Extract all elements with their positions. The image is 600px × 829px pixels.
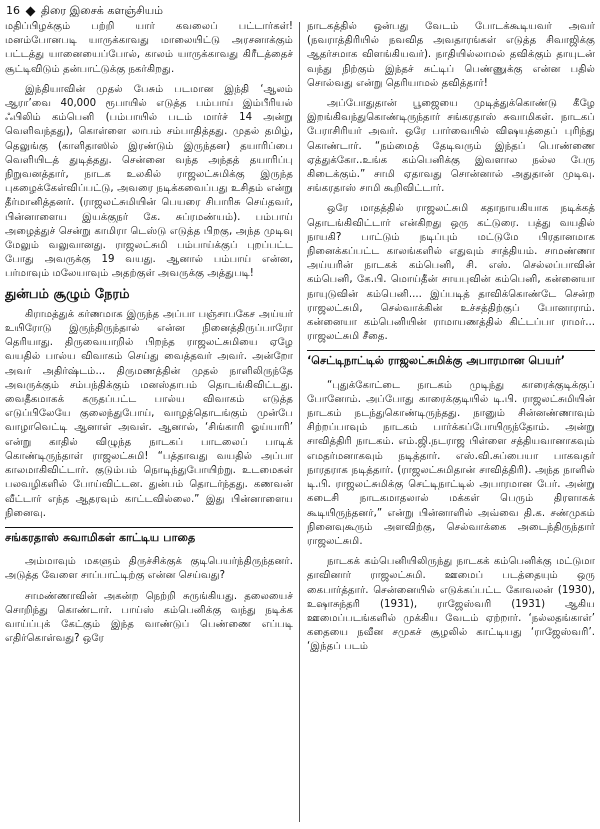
page-header — [6, 2, 163, 20]
paragraph: கிராமத்துக் கர்ணமாக இருந்த அப்பா பஞ்சாபகேச அய்யர் உயிரோடு இருந்திருந்தால் என்ன நினைத்திருப்பாரோ தெரியாது. திருவையாறில் பிறந்த ராஜலட்சுமியை ஏழே வயதில் பால்ய விவாகம் செய்து வைத்தவர் அவர். அன்றோ அவர் அதிர்ஷ்டம்... திருமணத்தின் முதல் நாளிலிருந்தே அவருக்கும் சம்பந்திக்கும் மனஸ்தாபம் தொடங்கிவிட்டது. வைதீகமாகக் கருதப்பட்ட பால்ய விவாகம் எடுத்த எடுப்பிலேயே குலைந்துபோய், வாழத்தொடங்கும் முன்பே வாழாவெட்டி ஆனாள் அவள். ஆனால், ‘சிங்காரி ஓய்யாரி’ என்று காதில் விழுந்த நாடகப் பாடலைப் பாடிக் கொண்டிருந்தாள் ராஜலட்சுமி! “பத்தாவது வயதில் அப்பா காலமாகிவிட்டார். குடும்பம் நொடிந்துபோயிற்று. உடமைகள் பலவழிகளில் போய்விட்டன. துன்பம் தொடர்ந்தது. கணவன் வீட்டார் எந்த ஆதரவும் காட்டவில்லை.” இது பின்னாளைய நினைவு. — [5, 308, 293, 519]
paragraph: நாடகக் கம்பெனியிலிருந்து நாடகக் கம்பெனிக்கு மட்டுமா தாவினார் ராஜலட்சுமி. ஊமைப் படத்தையும் ஒரு கைபார்த்தார். சென்னையில் எடுக்கப்பட்ட கோவலன் (1930), உஷாசுந்தரி (1931), ராஜேஸ்வரி (1931) ஆகிய ஊமைப்படங்களில் முக்கிய வேடம் ஏற்றார். ‘நல்லதங்காள்’ கதையை நவீன சமுகச் சூழலில் காட்டியது ‘ராஜேஸ்வரி’. ‘இந்தப் படம் — [307, 556, 595, 653]
left-column — [5, 20, 293, 826]
paragraph: “புதுக்கோட்டை நாடகம் முடிந்து காரைக்குடிக்குப் போனோம். அப்போது காரைக்குடியில் டி.பி. ராஜலட்சுமியின் நாடகம் நடந்துகொண்டிருந்தது. நானும் சின்னண்ணாவும் சிற்றப்பாவும் நாடகம் பார்க்கப்போயிருந்தோம். அன்று சாவித்திரி நாடகம். எம்.ஜி.நடராஜ பிள்ளை சத்தியவானாகவும் எமதர்மனாகவும் நடித்தார். எஸ்.வி.சுப்பையா பாகவதர் நாரதராக நடித்தார். (ராஜலட்சுமிதான் சாவித்திரி). அந்த நாளில் டி.பி. ராஜலட்சுமிக்கு செட்டிநாட்டில் அபாரமான பேர். அன்று கடைசி நாடகமாதலால் மக்கள் பெரும் திரளாகக் கூடியிருந்தனர்,” என்று பின்னாளில் அவ்வை தி.க. சண்முகம் நினைவுகூரும் அளவிற்கு, செல்வாக்கை அடைந்திருந்தார் ராஜலட்சுமி. — [307, 379, 595, 547]
paragraph: நாடகத்தில் ஒன்பது வேடம் போடக்கூடியவர் அவர் (நவராத்திரியில் நவவித அவதாரங்கள் எடுத்த சிவாஜிக்கு ஆதர்சமாக விளங்கியவர்). நாதியில்லாமல் தவிக்கும் தாயுடன் வந்து நிற்கும் இந்தச் சுட்டிப் பெண்ணுக்கு என்ன பதில் சொல்வது என்று தெரியாமல் தவித்தார்! — [307, 21, 595, 89]
paragraph: அம்மாவும் மகளும் திருச்சிக்குக் குடிபெயர்ந்திருந்தனர். அடுத்த வேளை சாப்பாட்டிற்கு என்ன செய்வது? — [5, 556, 293, 582]
paragraph: சாமண்ணாவின் அகன்ற நெற்றி சுருங்கியது. தலையைச் சொறிந்து கொண்டார். பாய்ஸ் கம்பெனிக்கு வந்து நடிக்க வாய்ப்புக் கேட்கும் இந்த வாண்டுப் பெண்ணை எப்படி எதிர்கொள்வது? ஒரே — [5, 590, 293, 645]
section-heading: துன்பம் சூழும் நேரம் — [5, 286, 130, 302]
section-heading: சங்கரதாஸ் சுவாமிகள் காட்டிய பாதை — [5, 527, 293, 549]
column-divider — [299, 22, 300, 822]
right-column — [307, 20, 595, 826]
paragraph: அப்போதுதான் பூஜையை முடித்துக்கொண்டு கீழே இறங்கிவந்துகொண்டிருந்தார் சங்கரதாஸ் சுவாமிகள். நாடகப் பேராசிரியர் அவர். ஒரே பார்வையில் விஷயத்தைப் புரிந்து கொண்டார். “நம்மைத் தேடிவரும் இந்தப் பொண்ணை ஏத்துக்கோ..உங்க கம்பெனிக்கு இவளால நல்ல பேரு கிடைக்கும்.” சாமி ஏதாவது சொன்னால் அதுதான் முடிவு. சங்கரதாஸ் சாமி கூறிவிட்டார். — [307, 98, 595, 195]
paragraph: இந்தியாவின் முதல் பேசும் படமான இந்தி ‘ஆலம் ஆரா’வை 40,000 ரூபாயில் எடுத்த பம்பாய் இம்பீரியல் ஃபிலிம் கம்பெனி (பம்பாயில் படம் மார்ச் 14 அன்று வெளிவந்தது), கொள்ளை லாபம் சம்பாதித்தது. முதல் தமிழ், தெலுங்கு (காளிதாஸில் இரண்டும் இருந்தன) தயாரிப்பை வெளியிடத் துடித்தது. சென்னை வந்த அந்தத் தயாரிப்பு நிறுவனத்தார், நாடக உலகில் ராஜலட்சுமிக்கு இருந்த புகழைக்கேள்விப்பட்டு, அவரை நடிக்கவைப்பது உசிதம் என்று தீர்மானித்தனர். (ராஜலட்சுமியின் பெயரை சிபாரிசு செய்தவர், பின்னாளைய இயக்குநர் கே. சுப்ரமண்யம்). பம்பாய் அழைத்துச் சென்று காமிரா டெஸ்டு எடுத்த பிறகு, அந்த முடிவு மேலும் வலுவானது. ராஜலட்சுமி பம்பாய்க்குப் புறப்பட்ட போது அவருக்கு 19 வயது. ஆனால் பம்பாய் என்ன, பர்மாவும் மலேயாவும் அதற்குள் அவருக்கு அத்துபடி! — [5, 83, 293, 280]
paragraph: மதிப்பிழக்கும் பற்றி யார் கவலைப் பட்டார்கள்! மனம்போனபடி யாருக்காவது மாலையிட்டு அரசனாக்கும் பட்டத்து யானையைப்போல், காலம் யாருக்காவது கிரீடத்தைச் சூட்டிவிடும் தன்பாட்டுக்கு நகர்கிறது. — [5, 21, 293, 75]
diamond-bullet-icon — [26, 6, 36, 16]
book-title: திரை இசைக் களஞ்சியம் — [41, 4, 164, 17]
section-heading: ‘செட்டிநாட்டில் ராஜலட்சுமிக்கு அபாரமான பெயர்’ — [307, 350, 595, 372]
page-number: 16 — [6, 4, 20, 17]
paragraph: ஒரே மாதத்தில் ராஜலட்சுமி கதாநாயகியாக நடிக்கத் தொடங்கிவிட்டார் என்கிறது ஒரு கட்டுரை. பத்து வயதில் நாயகி? பாட்டும் நடிப்பும் மட்டுமே பிரதானமாக நினைக்கப்பட்ட காலங்களில் எதுவும் சாத்தியம். சாமண்ணா அய்யரின் நாடகக் கம்பெனி, சி. எஸ். செல்லப்பாவின் கம்பெனி, கே.பி. மொய்தீன் சாயபுவின் கம்பெனி, கன்னையா நாயுடுவின் கம்பெனி.... இப்படித் தாவிக்கொண்டே சென்ற ராஜலட்சுமி, செல்வாக்கின் உச்சத்திற்குப் போனாராம். கன்னையா கம்பெனியின் ராமாயணத்தில் கிட்டப்பா ராமர்... ராஜலட்சுமி சீதை. — [307, 203, 595, 343]
